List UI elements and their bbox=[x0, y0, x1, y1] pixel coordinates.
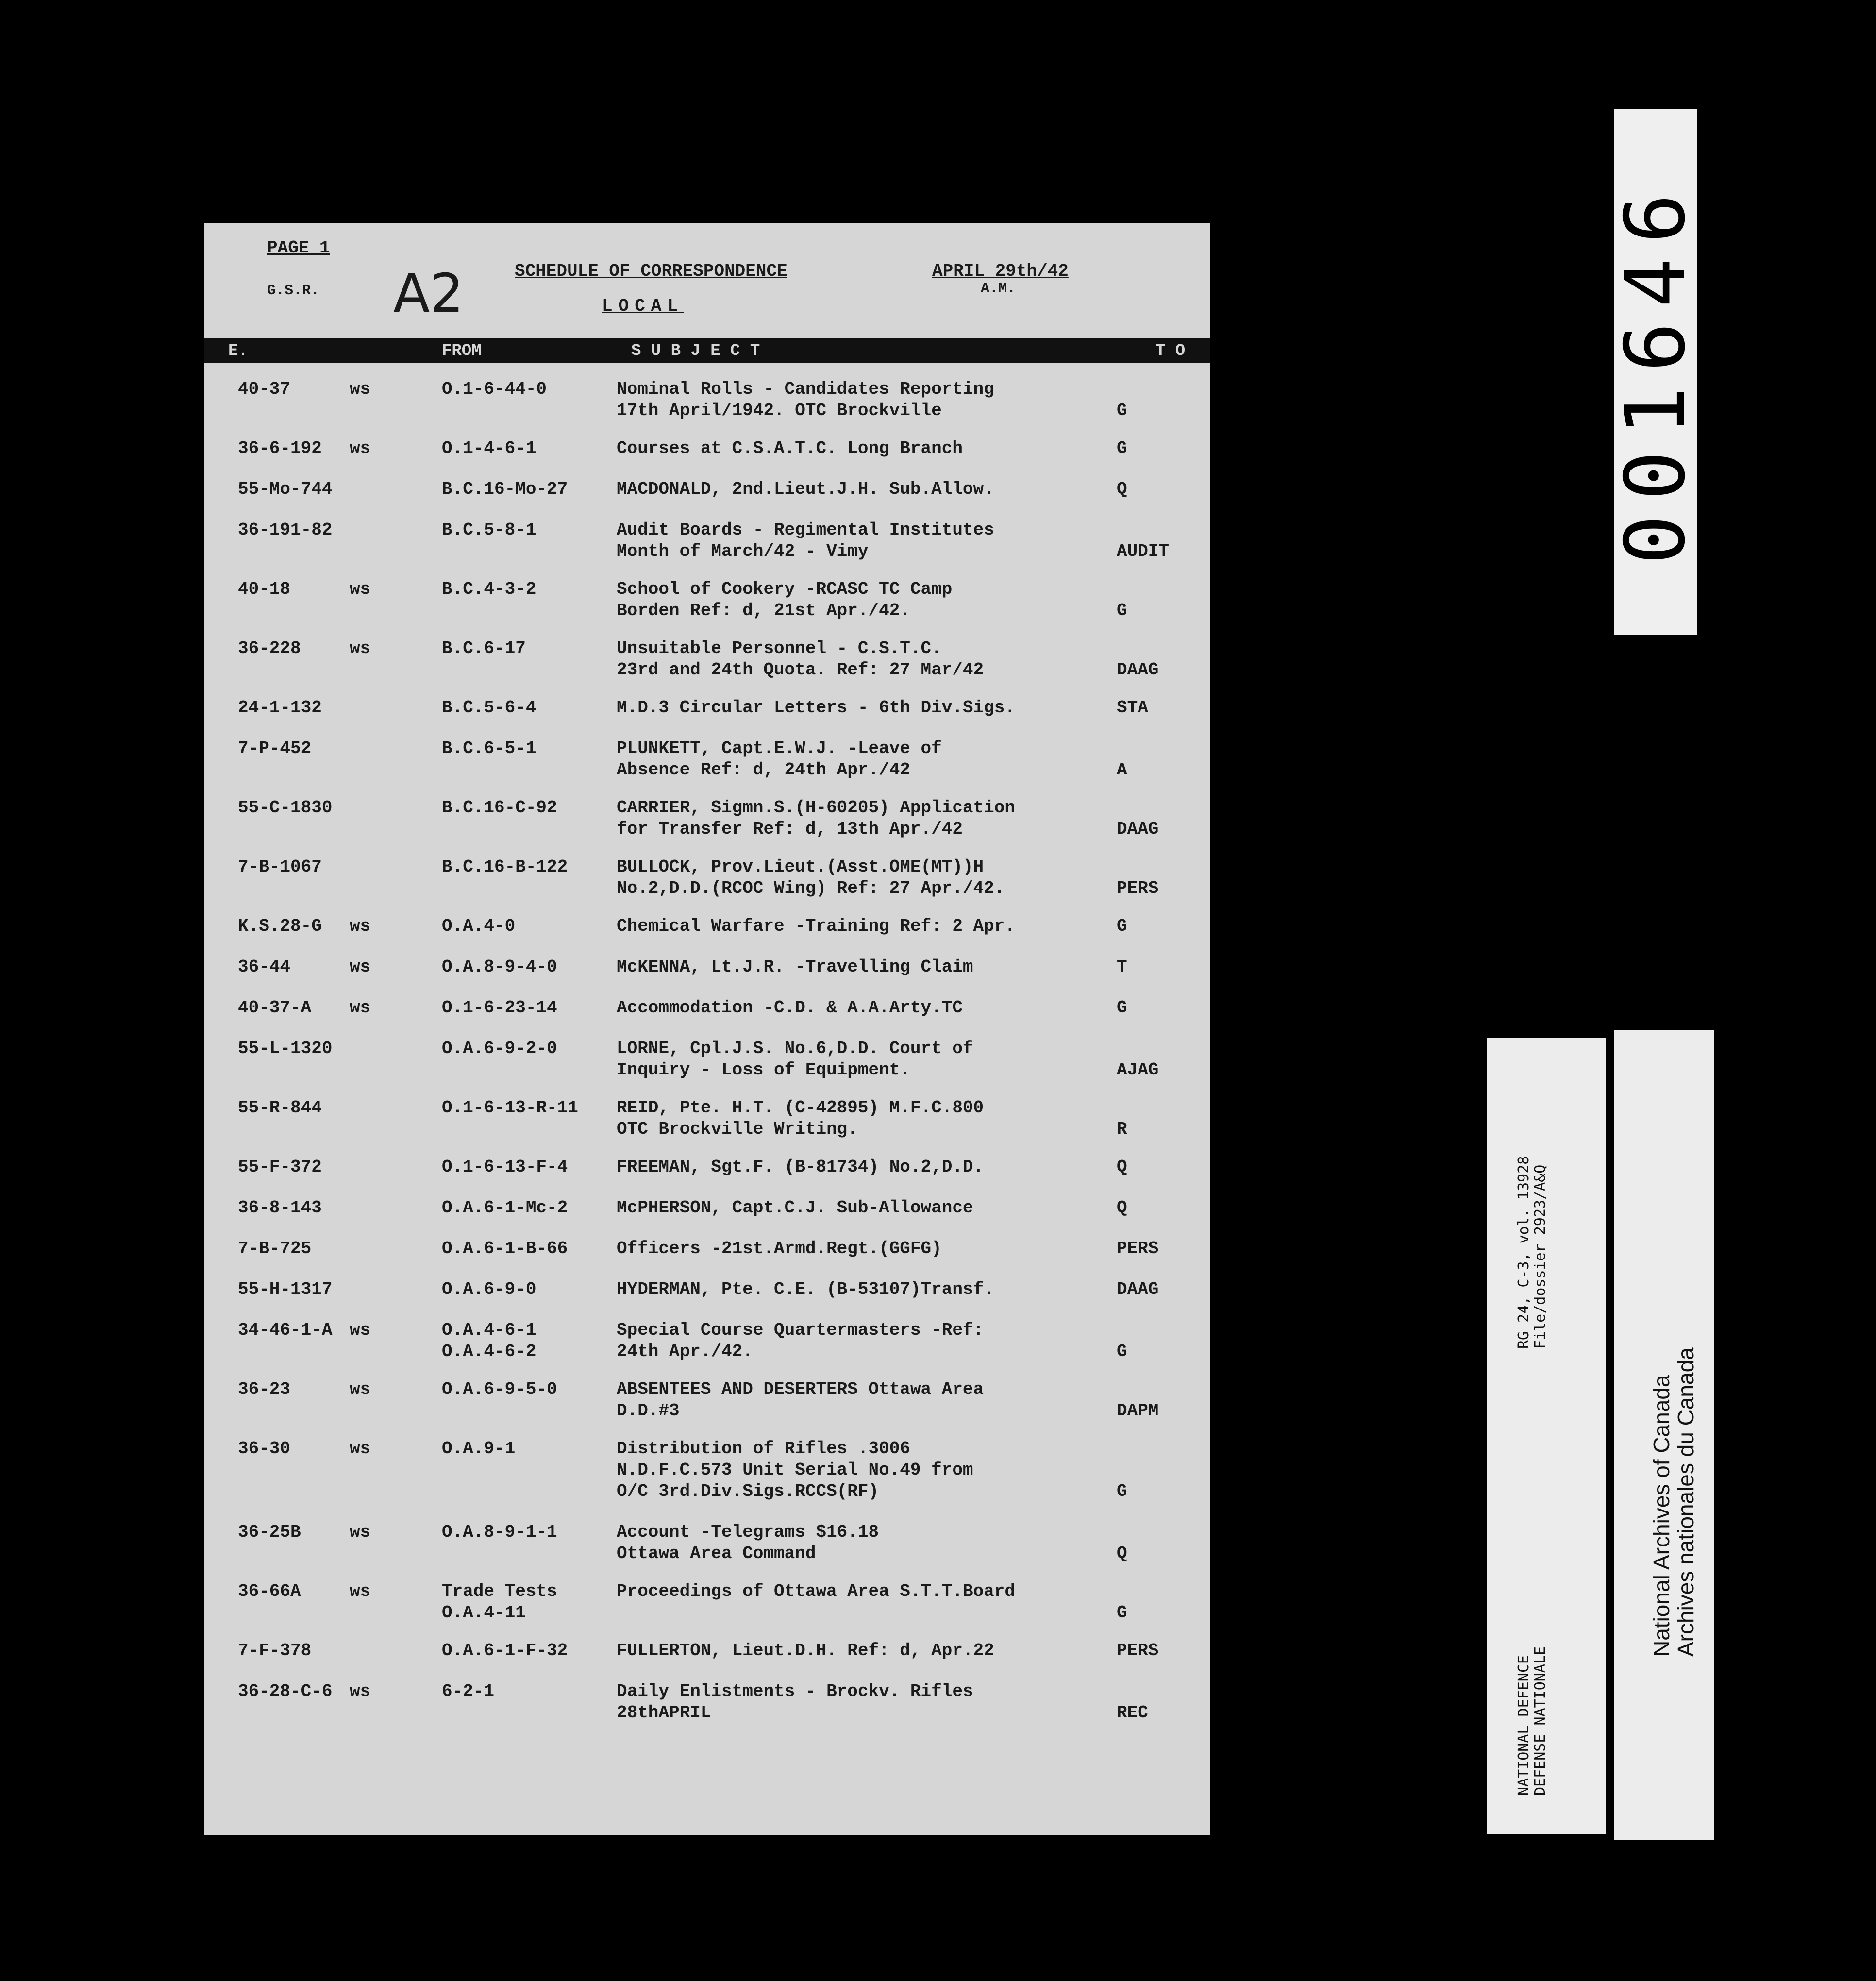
archives-card bbox=[1614, 1030, 1714, 1840]
to-branch: Q bbox=[1117, 1198, 1127, 1218]
from-reference: O.A.6-9-0 bbox=[442, 1279, 536, 1299]
file-number: 40-18 bbox=[238, 579, 291, 599]
subject-text: PLUNKETT, Capt.E.W.J. -Leave of Absence Ref: d, 24th Apr./42 bbox=[617, 739, 942, 780]
file-number: 55-C-1830 bbox=[238, 798, 333, 818]
file-number: 55-R-844 bbox=[238, 1098, 322, 1118]
to-branch: G bbox=[1117, 1342, 1127, 1361]
file-number: 40-37-A bbox=[238, 998, 312, 1018]
ws-mark: ws bbox=[350, 957, 371, 977]
from-reference: B.C.16-B-122 bbox=[442, 857, 568, 877]
file-number: 36-66A bbox=[238, 1581, 301, 1601]
subject-text: HYDERMAN, Pte. C.E. (B-53107)Transf. bbox=[617, 1279, 994, 1299]
column-from: FROM bbox=[442, 342, 482, 360]
archives-name-en: National Archives of Canada bbox=[1649, 1375, 1674, 1657]
file-number: 7-B-725 bbox=[238, 1239, 312, 1259]
ws-mark: ws bbox=[350, 379, 371, 399]
document-date: APRIL 29th/42 bbox=[932, 261, 1069, 281]
file-number: 36-8-143 bbox=[238, 1198, 322, 1218]
to-branch: R bbox=[1117, 1119, 1127, 1139]
from-reference: O.A.6-9-2-0 bbox=[442, 1039, 557, 1058]
subject-text: Distribution of Rifles .3006 N.D.F.C.573 Unit Serial No.49 from O/C 3rd.Div.Sigs.RCCS(RF) bbox=[617, 1439, 973, 1501]
to-branch: Q bbox=[1117, 1544, 1127, 1563]
to-branch: AUDIT bbox=[1117, 541, 1170, 561]
from-reference: O.A.8-9-4-0 bbox=[442, 957, 557, 977]
to-branch: G bbox=[1117, 1481, 1127, 1501]
to-branch: DAAG bbox=[1117, 1279, 1159, 1299]
subject-text: Unsuitable Personnel - C.S.T.C. 23rd and 24th Quota. Ref: 27 Mar/42 bbox=[617, 638, 984, 680]
page-label: PAGE 1 bbox=[267, 238, 330, 258]
ws-mark: ws bbox=[350, 916, 371, 936]
from-reference: B.C.6-5-1 bbox=[442, 739, 536, 758]
subject-text: Nominal Rolls - Candidates Reporting 17th April/1942. OTC Brockville bbox=[617, 379, 994, 420]
subject-text: FULLERTON, Lieut.D.H. Ref: d, Apr.22 bbox=[617, 1641, 994, 1661]
file-number: 34-46-1-A bbox=[238, 1320, 333, 1340]
subject-text: Account -Telegrams $16.18 Ottawa Area Command bbox=[617, 1522, 879, 1563]
file-number: 36-30 bbox=[238, 1439, 291, 1459]
ws-mark: ws bbox=[350, 1320, 371, 1340]
ws-mark: ws bbox=[350, 438, 371, 458]
ws-mark: ws bbox=[350, 1522, 371, 1542]
from-reference: O.A.8-9-1-1 bbox=[442, 1522, 557, 1542]
from-reference: O.1-6-13-F-4 bbox=[442, 1157, 568, 1177]
correspondence-schedule-page bbox=[204, 223, 1210, 1835]
to-branch: Q bbox=[1117, 479, 1127, 499]
to-branch: G bbox=[1117, 601, 1127, 621]
subject-text: BULLOCK, Prov.Lieut.(Asst.OME(MT))H No.2,D.D.(RCOC Wing) Ref: 27 Apr./42. bbox=[617, 857, 1005, 898]
from-reference: B.C.16-Mo-27 bbox=[442, 479, 568, 499]
file-number: 36-28-C-6 bbox=[238, 1681, 333, 1701]
file-number: 36-44 bbox=[238, 957, 291, 977]
file-number: 55-H-1317 bbox=[238, 1279, 333, 1299]
to-branch: G bbox=[1117, 401, 1127, 420]
to-branch: DAPM bbox=[1117, 1401, 1159, 1421]
to-branch: G bbox=[1117, 916, 1127, 936]
to-branch: G bbox=[1117, 438, 1127, 458]
subject-text: School of Cookery -RCASC TC Camp Borden Ref: d, 21st Apr./42. bbox=[617, 579, 953, 621]
subject-text: MACDONALD, 2nd.Lieut.J.H. Sub.Allow. bbox=[617, 479, 994, 499]
from-reference: O.1-4-6-1 bbox=[442, 438, 536, 458]
ws-mark: ws bbox=[350, 1439, 371, 1459]
from-reference: O.A.6-1-Mc-2 bbox=[442, 1198, 568, 1218]
subject-text: Proceedings of Ottawa Area S.T.T.Board bbox=[617, 1581, 1015, 1601]
to-branch: STA bbox=[1117, 698, 1148, 718]
column-file: E. bbox=[228, 342, 248, 360]
from-reference: O.A.6-9-5-0 bbox=[442, 1379, 557, 1399]
column-subject: S U B J E C T bbox=[631, 342, 760, 360]
subject-text: Accommodation -C.D. & A.A.Arty.TC bbox=[617, 998, 963, 1018]
department-en: NATIONAL DEFENCE bbox=[1515, 1655, 1532, 1796]
from-reference: B.C.6-17 bbox=[442, 638, 526, 658]
file-number: 55-Mo-744 bbox=[238, 479, 333, 499]
from-reference: B.C.5-8-1 bbox=[442, 520, 536, 540]
from-reference: O.1-6-44-0 bbox=[442, 379, 547, 399]
subject-text: Officers -21st.Armd.Regt.(GGFG) bbox=[617, 1239, 942, 1259]
from-reference: B.C.4-3-2 bbox=[442, 579, 536, 599]
to-branch: PERS bbox=[1117, 1239, 1159, 1259]
from-reference: O.A.9-1 bbox=[442, 1439, 516, 1459]
file-number: 24-1-132 bbox=[238, 698, 322, 718]
file-number: 40-37 bbox=[238, 379, 291, 399]
file-number: 36-6-192 bbox=[238, 438, 322, 458]
handwritten-mark: A2 bbox=[393, 262, 464, 324]
ws-mark: ws bbox=[350, 579, 371, 599]
subject-text: Daily Enlistments - Brockv. Rifles 28thAPRIL bbox=[617, 1681, 973, 1723]
ws-mark: ws bbox=[350, 1581, 371, 1601]
from-reference: O.1-6-13-R-11 bbox=[442, 1098, 578, 1118]
to-branch: G bbox=[1117, 998, 1127, 1018]
reference-card bbox=[1487, 1038, 1606, 1834]
column-to: T O bbox=[1156, 342, 1186, 360]
ws-mark: ws bbox=[350, 998, 371, 1018]
subject-text: FREEMAN, Sgt.F. (B-81734) No.2,D.D. bbox=[617, 1157, 984, 1177]
from-reference: O.A.4-0 bbox=[442, 916, 516, 936]
subject-text: LORNE, Cpl.J.S. No.6,D.D. Court of Inquiry - Loss of Equipment. bbox=[617, 1039, 973, 1080]
from-reference: B.C.5-6-4 bbox=[442, 698, 536, 718]
file-number: 36-25B bbox=[238, 1522, 301, 1542]
to-branch: T bbox=[1117, 957, 1127, 977]
file-number: 55-F-372 bbox=[238, 1157, 322, 1177]
to-branch: Q bbox=[1117, 1157, 1127, 1177]
to-branch: AJAG bbox=[1117, 1060, 1159, 1080]
from-reference: O.1-6-23-14 bbox=[442, 998, 557, 1018]
reference-line-2: File/dossier 2923/A&Q bbox=[1532, 1164, 1549, 1349]
file-number: 7-P-452 bbox=[238, 739, 312, 758]
to-branch: REC bbox=[1117, 1703, 1148, 1723]
from-reference: O.A.4-6-1 O.A.4-6-2 bbox=[442, 1320, 536, 1361]
file-number: 7-F-378 bbox=[238, 1641, 312, 1661]
document-subtitle: LOCAL bbox=[602, 296, 684, 316]
document-title: SCHEDULE OF CORRESPONDENCE bbox=[515, 261, 787, 281]
to-branch: PERS bbox=[1117, 878, 1159, 898]
file-number: 36-228 bbox=[238, 638, 301, 658]
subject-text: McKENNA, Lt.J.R. -Travelling Claim bbox=[617, 957, 973, 977]
subject-text: McPHERSON, Capt.C.J. Sub-Allowance bbox=[617, 1198, 973, 1218]
file-number: 55-L-1320 bbox=[238, 1039, 333, 1058]
subject-text: Special Course Quartermasters -Ref: 24th Apr./42. bbox=[617, 1320, 984, 1361]
file-number: 36-23 bbox=[238, 1379, 291, 1399]
file-number: K.S.28-G bbox=[238, 916, 322, 936]
department-fr: DEFENSE NATIONALE bbox=[1532, 1646, 1549, 1796]
reference-line-1: RG 24, C-3, vol. 13928 bbox=[1515, 1156, 1532, 1349]
ws-mark: ws bbox=[350, 1379, 371, 1399]
ws-mark: ws bbox=[350, 638, 371, 658]
to-branch: DAAG bbox=[1117, 819, 1159, 839]
subject-text: Courses at C.S.A.T.C. Long Branch bbox=[617, 438, 963, 458]
ws-mark: ws bbox=[350, 1681, 371, 1701]
subject-text: Chemical Warfare -Training Ref: 2 Apr. bbox=[617, 916, 1015, 936]
file-number: 36-191-82 bbox=[238, 520, 333, 540]
from-reference: O.A.6-1-B-66 bbox=[442, 1239, 568, 1259]
subject-text: Audit Boards - Regimental Institutes Month of March/42 - Vimy bbox=[617, 520, 994, 561]
to-branch: G bbox=[1117, 1603, 1127, 1623]
to-branch: A bbox=[1117, 760, 1127, 780]
subject-text: REID, Pte. H.T. (C-42895) M.F.C.800 OTC Brockville Writing. bbox=[617, 1098, 984, 1139]
from-reference: Trade Tests O.A.4-11 bbox=[442, 1581, 557, 1623]
archives-name-fr: Archives nationales du Canada bbox=[1673, 1347, 1698, 1657]
file-number: 7-B-1067 bbox=[238, 857, 322, 877]
subject-text: ABSENTEES AND DESERTERS Ottawa Area D.D.#3 bbox=[617, 1379, 984, 1421]
subject-text: CARRIER, Sigmn.S.(H-60205) Application for Transfer Ref: d, 13th Apr./42 bbox=[617, 798, 1015, 839]
office-code: G.S.R. bbox=[267, 283, 320, 299]
to-branch: DAAG bbox=[1117, 660, 1159, 680]
from-reference: B.C.16-C-92 bbox=[442, 798, 557, 818]
frame-number: 001646 bbox=[1608, 179, 1704, 565]
from-reference: O.A.6-1-F-32 bbox=[442, 1641, 568, 1661]
column-header-row bbox=[204, 340, 1210, 363]
subject-text: M.D.3 Circular Letters - 6th Div.Sigs. bbox=[617, 698, 1015, 718]
date-note: A.M. bbox=[981, 281, 1016, 297]
frame-number-stamp bbox=[1608, 109, 1704, 635]
from-reference: 6-2-1 bbox=[442, 1681, 495, 1701]
to-branch: PERS bbox=[1117, 1641, 1159, 1661]
